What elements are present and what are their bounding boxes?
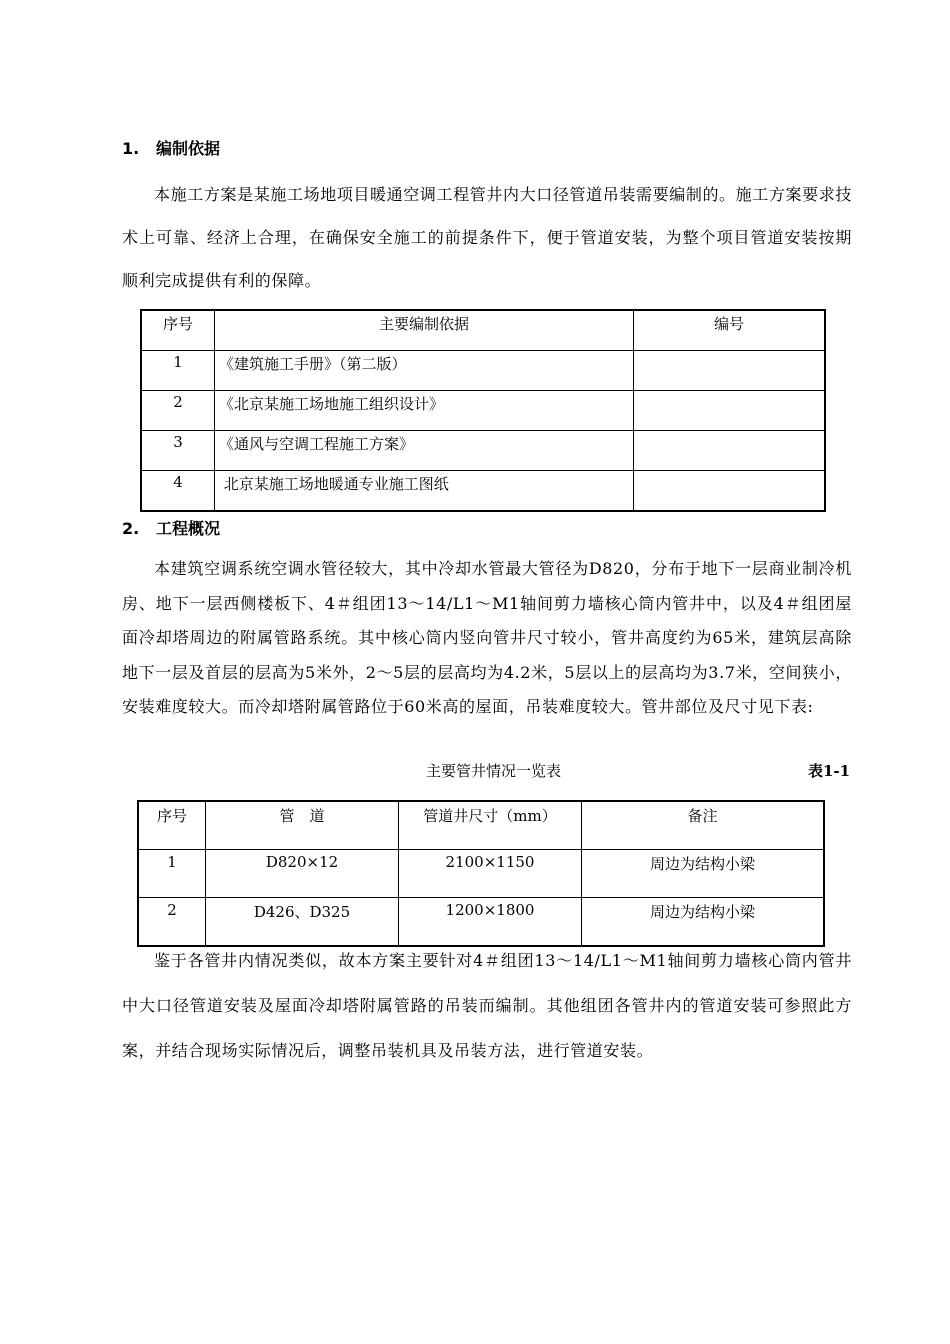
table-row [141, 431, 825, 471]
header-cell: 编号 [634, 310, 826, 351]
table-header-row [141, 310, 825, 351]
table-cell: 2100×1150 [399, 850, 582, 898]
table-cell: 1200×1800 [399, 898, 582, 947]
header-cell: 管道井尺寸（mm） [399, 801, 582, 850]
table-cell: 《北京某施工场地施工组织设计》 [215, 391, 634, 431]
table-cell: 2 [141, 391, 215, 431]
section-1-title: 编制依据 [156, 139, 221, 158]
header-cell: 管 道 [206, 801, 399, 850]
closing-paragraph: 鉴于各管井内情况类似，故本方案主要针对4＃组团13～14/L1～M1轴间剪力墙核心筒内管井中大口径管道安装及屋面冷却塔附属管路的吊装而编制。其他组团各管井内的管道安装可参照此方案，并结合现场实际情况后，调整吊装机具及吊装方法，进行管道安装。 [122, 951, 852, 1060]
basis-table [140, 309, 826, 512]
table-cell: 周边为结构小梁 [582, 898, 825, 947]
table-cell: 1 [138, 850, 206, 898]
table-cell: 4 [141, 471, 215, 512]
section-1-number: 1. [122, 139, 140, 158]
pipe-shaft-table [137, 800, 825, 947]
header-cell: 备注 [582, 801, 825, 850]
section-1-heading [122, 136, 220, 159]
table-row [141, 391, 825, 431]
table-cell: 周边为结构小梁 [582, 850, 825, 898]
header-cell: 主要编制依据 [215, 310, 634, 351]
table-cell: 《通风与空调工程施工方案》 [215, 431, 634, 471]
table-cell [634, 471, 826, 512]
table-cell: 北京某施工场地暖通专业施工图纸 [215, 471, 634, 512]
section-2-heading [122, 516, 220, 539]
table-cell: D820×12 [206, 850, 399, 898]
table-caption: 主要管井情况一览表 [426, 762, 562, 780]
table-cell [634, 391, 826, 431]
table-cell: D426、D325 [206, 898, 399, 947]
table-cell [634, 431, 826, 471]
table-cell [634, 351, 826, 391]
header-cell: 序号 [138, 801, 206, 850]
section-2-paragraph: 本建筑空调系统空调水管径较大，其中冷却水管最大管径为D820，分布于地下一层商业制冷机房、地下一层西侧楼板下、4＃组团13～14/L1～M1轴间剪力墙核心筒内管井中，以及4＃组团屋面冷却塔周边的附属管路系统。其中核心筒内竖向管井尺寸较小，管井高度约为65米，建筑层高除地下一层及首层的层高为5米外，2～5层的层高均为4.2米，5层以上的层高均为3.7米，空间狭小，安装难度较大。而冷却塔附属管路位于60米高的屋面，吊装难度较大。管井部位及尺寸见下表: [122, 559, 852, 716]
table-header-row [138, 801, 824, 850]
table-number: 表1-1 [808, 762, 851, 780]
table-cell: 《建筑施工手册》（第二版） [215, 351, 634, 391]
table-row [138, 850, 824, 898]
header-cell: 序号 [141, 310, 215, 351]
table-row [141, 471, 825, 512]
section-2-title: 工程概况 [156, 519, 221, 538]
table-row [141, 351, 825, 391]
table-cell: 1 [141, 351, 215, 391]
section-2-number: 2. [122, 519, 140, 538]
table-cell: 2 [138, 898, 206, 947]
table-cell: 3 [141, 431, 215, 471]
section-1-paragraph: 本施工方案是某施工场地项目暖通空调工程管井内大口径管道吊装需要编制的。施工方案要求技术上可靠、经济上合理，在确保安全施工的前提条件下，便于管道安装，为整个项目管道安装按期顺利完成提供有利的保障。 [122, 185, 852, 290]
